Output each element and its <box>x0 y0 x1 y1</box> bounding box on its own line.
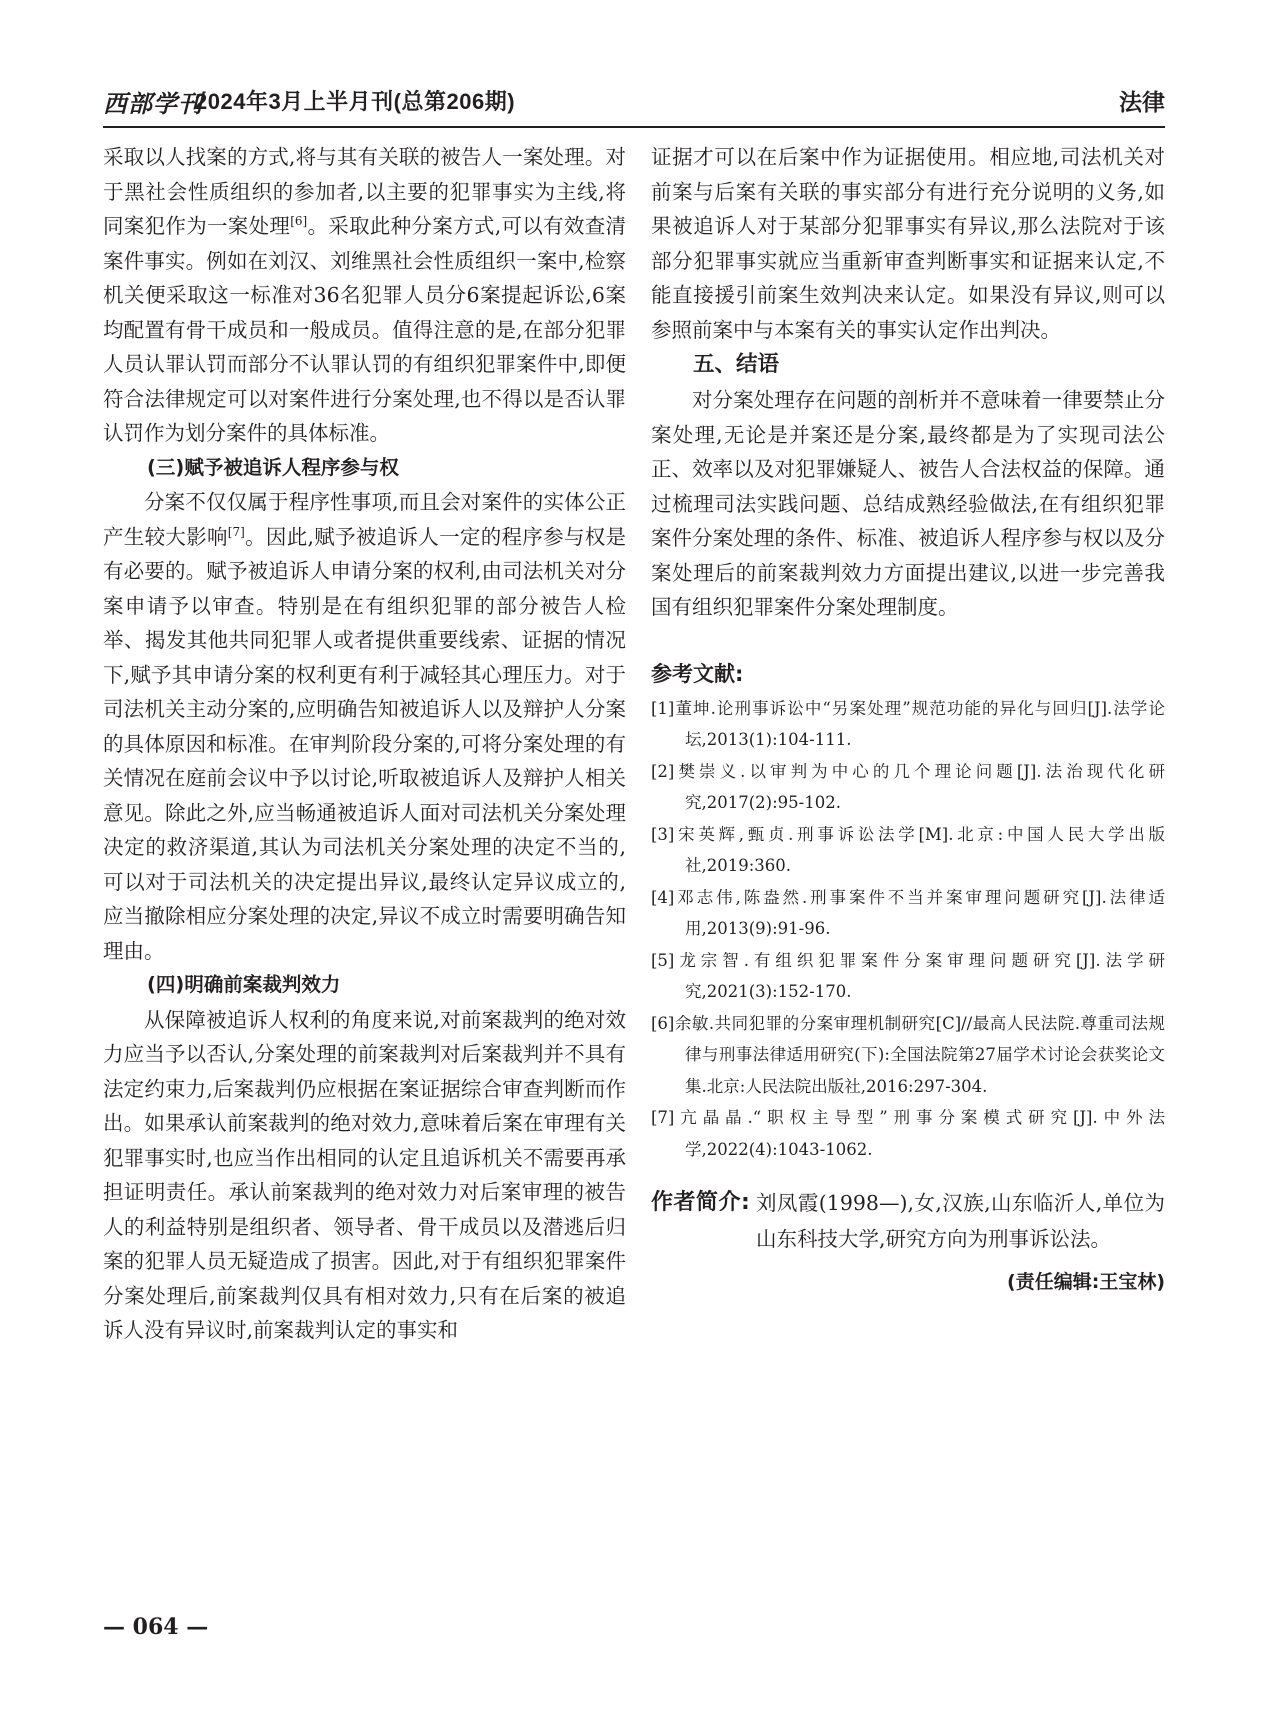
body-paragraph: 从保障被追诉人权利的角度来说,对前案裁判的绝对效力应当予以否认,分案处理的前案裁判对后案裁判并不具有法定约束力,后案裁判仍应根据在案证据综合审查判断而作出。如果承认前案裁判的绝对效力,意味着后案在审理有关犯罪事实时,也应当作出相同的认定且追诉机关不需要再承担证明责任。承认前案裁判的绝对效力对后案审理的被告人的利益特别是组织者、领导者、骨干成员以及潜逃后归案的犯罪人员无疑造成了损害。因此,对于有组织犯罪案件分案处理后,前案裁判仅具有相对效力,只有在后案的被追诉人没有异议时,前案裁判认定的事实和 <box>103 1007 626 1342</box>
references-list <box>651 693 1165 1166</box>
author-bio <box>651 1185 1165 1257</box>
running-header <box>103 84 1165 122</box>
citation-marker: [7] <box>227 524 245 539</box>
body-paragraph: 分案不仅仅属于程序性事项,而且会对案件的实体公正产生较大影响[7]。因此,赋予被追诉人一定的程序参与权是有必要的。赋予被追诉人申请分案的权利,由司法机关对分案申请予以审查。特别是在有组织犯罪的部分被告人检举、揭发其他共同犯罪人或者提供重要线索、证据的情况下,赋予其申请分案的权利更有利于减轻其心理压力。对于司法机关主动分案的,应明确告知被追诉人以及辩护人分案的具体原因和标准。在审判阶段分案的,可将分案处理的有关情况在庭前会议中予以讨论,听取被追诉人及辩护人相关意见。除此之外,应当畅通被追诉人面对司法机关分案处理决定的救济渠道,其认为司法机关分案处理的决定不当的,可以对于司法机关的决定提出异议,最终认定异议成立的,应当撤除相应分案处理的决定,异议不成立时需要明确告知理由。 <box>103 490 627 963</box>
subsection-heading: (三)赋予被追诉人程序参与权 <box>147 455 399 479</box>
author-bio-label: 作者简介: <box>651 1190 751 1215</box>
subsection-heading: (四)明确前案裁判效力 <box>147 973 341 996</box>
header-rule <box>103 126 1165 128</box>
body-paragraph: 对分案处理存在问题的剖析并不意味着一律要禁止分案处理,无论是并案还是分案,最终都是为了实现司法公正、效率以及对犯罪嫌疑人、被告人合法权益的保障。通过梳理司法实践问题、总结成熟经验做法,在有组织犯罪案件分案处理的条件、标准、被追诉人程序参与权以及分案处理后的前案裁判效力方面提出建议,以进一步完善我国有组织犯罪案件分案处理制度。 <box>651 388 1165 619</box>
section-label: 法律 <box>1119 90 1165 116</box>
author-bio-text: 刘凤霞(1998—),女,汉族,山东临沂人,单位为山东科技大学,研究方向为刑事诉讼法。 <box>756 1191 1165 1251</box>
body-paragraph: 证据才可以在后案中作为证据使用。相应地,司法机关对前案与后案有关联的事实部分有进行充分说明的义务,如果被追诉人对于某部分犯罪事实有异议,那么法院对于该部分犯罪事实就应当重新审查判断事实和证据来认定,不能直接援引前案生效判决来认定。如果没有异议,则可以参照前案中与本案有关的事实认定作出判决。 <box>651 145 1165 342</box>
reference-item: [1]董坤.论刑事诉讼中“另案处理”规范功能的异化与回归[J].法学论坛,2013(1):104-111. <box>651 698 1165 749</box>
body-paragraph: 采取以人找案的方式,将与其有关联的被告人一案处理。对于黑社会性质组织的参加者,以主要的犯罪事实为主线,将同案犯作为一案处理[6]。采取此种分案方式,可以有效查清案件事实。例如在刘汉、刘维黑社会性质组织一案中,检察机关便采取这一标准对36名犯罪人员分6案提起诉讼,6案均配置有骨干成员和一般成员。值得注意的是,在部分犯罪人员认罪认罚而部分不认罪认罚的有组织犯罪案件中,即便符合法律规定可以对案件进行分案处理,也不得以是否认罪认罚作为划分案件的具体标准。 <box>103 145 627 445</box>
issue-info: 2024年3月上半月刊(总第206期) <box>195 89 516 114</box>
journal-logo: 西部学刊 <box>103 89 203 118</box>
citation-marker: [6] <box>290 214 308 228</box>
reference-item: [5]龙宗智.有组织犯罪案件分案审理问题研究[J].法学研究,2021(3):152-170. <box>651 950 1165 1001</box>
references-title: 参考文献: <box>651 661 744 686</box>
reference-item: [2]樊崇义.以审判为中心的几个理论问题[J].法治现代化研究,2017(2):95-102. <box>651 761 1165 812</box>
reference-item: [3]宋英辉,甄贞.刑事诉讼法学[M].北京:中国人民大学出版社,2019:360. <box>651 824 1165 875</box>
page-number: — 064 — <box>103 1614 209 1640</box>
left-column <box>103 140 626 1348</box>
reference-item: [6]余敏.共同犯罪的分案审理机制研究[C]//最高人民法院.尊重司法规律与刑事法律适用研究(下):全国法院第27届学术讨论会获奖论文集.北京:人民法院出版社,2016:297-304. <box>651 1013 1165 1096</box>
reference-item: [4]邓志伟,陈盎然.刑事案件不当并案审理问题研究[J].法律适用,2013(9):91-96. <box>651 887 1165 938</box>
section-heading: 五、结语 <box>693 352 780 377</box>
right-column <box>651 140 1165 1300</box>
responsible-editor: (责任编辑:王宝林) <box>1007 1271 1165 1293</box>
reference-item: [7]亢晶晶.“职权主导型”刑事分案模式研究[J].中外法学,2022(4):1043-1062. <box>651 1108 1165 1159</box>
